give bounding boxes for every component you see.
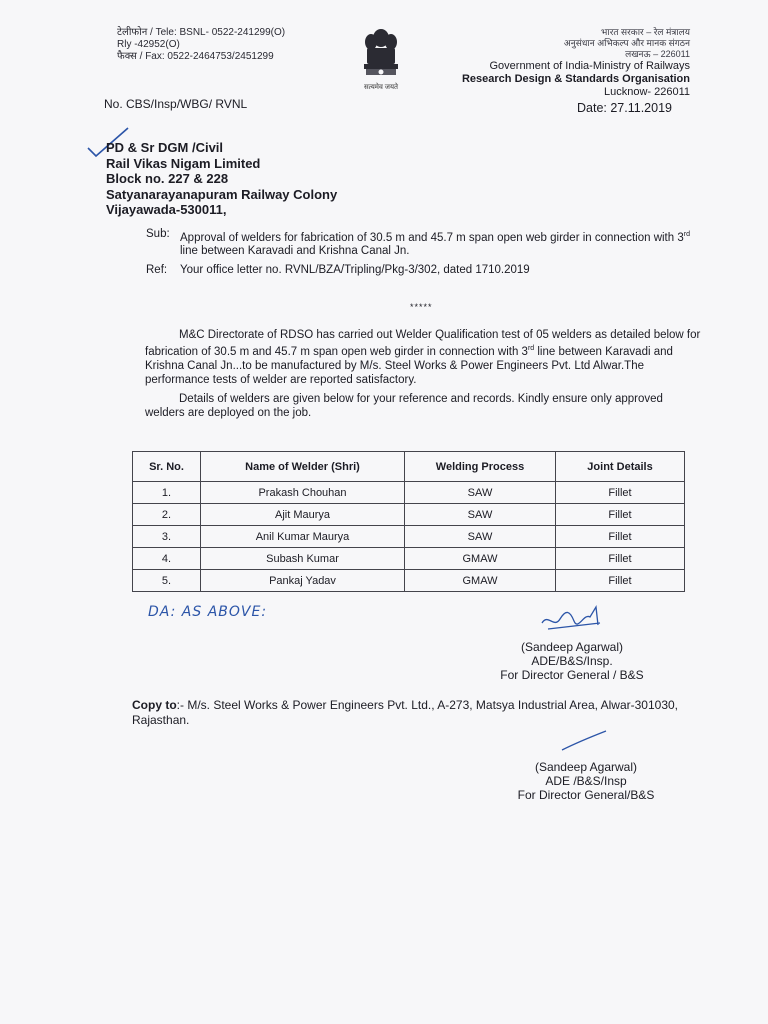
signature-2-icon — [560, 728, 610, 754]
welders-table — [132, 451, 685, 592]
copy-to-label: Copy to — [132, 698, 177, 712]
subject-text-part1: Approval of welders for fabrication of 30.5 m and 45.7 m span open web girder in connection with 3 — [180, 231, 684, 244]
cell-welding-process: SAW — [405, 504, 556, 526]
table-row — [133, 482, 685, 504]
header-contact — [117, 27, 285, 63]
subject-text-part2: line between Karavadi and Krishna Canal Jn. — [180, 244, 410, 257]
copy-to-text: :- M/s. Steel Works & Power Engineers Pvt. Ltd., A-273, Matsya Industrial Area, Alwar-301030, Rajasthan. — [132, 698, 679, 727]
cell-welding-process: SAW — [405, 482, 556, 504]
header-rly: Rly -42952(O) — [117, 39, 180, 50]
header-hi-line2: अनुसंधान अभिकल्प और मानक संगठन — [563, 38, 690, 48]
header-hi-line3: लखनऊ – 226011 — [625, 49, 690, 59]
signatory-name: (Sandeep Agarwal) — [520, 640, 624, 654]
cell-welding-process: GMAW — [405, 570, 556, 592]
signature-block-2 — [486, 760, 686, 802]
cell-joint-details: Fillet — [556, 570, 685, 592]
table-row — [133, 548, 685, 570]
subject-label: Sub: — [146, 228, 170, 240]
signatory-name: (Sandeep Agarwal) — [534, 760, 638, 774]
table-row — [133, 570, 685, 592]
cell-sr-no: 2. — [133, 504, 201, 526]
addressee-line: PD & Sr DGM /Civil — [106, 140, 224, 155]
reference-label: Ref: — [146, 264, 168, 276]
handwritten-da-note: DA: AS ABOVE: — [148, 604, 268, 620]
addressee-line: Vijayawada-530011, — [106, 202, 227, 217]
cell-joint-details: Fillet — [556, 504, 685, 526]
cell-sr-no: 5. — [133, 570, 201, 592]
header-fax: फैक्स / Fax: 0522-2464753/2451299 — [117, 51, 274, 62]
cell-welder-name: Subash Kumar — [201, 548, 405, 570]
cell-joint-details: Fillet — [556, 548, 685, 570]
header-organisation — [430, 27, 690, 99]
header-welding-process: Welding Process — [405, 452, 556, 482]
signatory-for: For Director General/B&S — [517, 788, 655, 802]
cell-sr-no: 1. — [133, 482, 201, 504]
cell-welder-name: Ajit Maurya — [201, 504, 405, 526]
header-city: Lucknow- 226011 — [603, 86, 690, 98]
letter-date: Date: 27.11.2019 — [577, 101, 672, 115]
signature-block-1 — [472, 640, 672, 682]
copy-to — [132, 698, 707, 728]
signatory-designation: ADE/B&S/Insp. — [531, 654, 613, 668]
header-welder-name: Name of Welder (Shri) — [201, 452, 405, 482]
addressee-line: Block no. 227 & 228 — [106, 171, 229, 186]
paragraph-main-part1: M&C Directorate of RDSO has carried out Welder Qualification test of 05 welders as detailed below for fabrication of 30.5 m and 45.7 m span open web girder in connection with 3 — [145, 329, 701, 358]
signature-1-icon — [538, 603, 608, 635]
addressee-block — [106, 140, 337, 218]
paragraph-details: Details of welders are given below for your reference and records. Kindly ensure only approved welders are deployed on the job. — [145, 393, 663, 419]
paragraph-main-part2: line between Karavadi and Krishna Canal Jn...to be manufactured by M/s. Steel Works & Power Engineers Pvt. Ltd Alwar.The performance tests of welder are reported satisfactory. — [145, 345, 673, 386]
cell-sr-no: 4. — [133, 548, 201, 570]
signatory-for: For Director General / B&S — [500, 668, 644, 682]
cell-welding-process: SAW — [405, 526, 556, 548]
header-joint-details: Joint Details — [556, 452, 685, 482]
table-row — [133, 504, 685, 526]
header-sr-no: Sr. No. — [133, 452, 201, 482]
emblem-caption: सत्यमेव जयते — [363, 84, 399, 91]
paragraph-main-sup: rd — [527, 345, 535, 352]
cell-sr-no: 3. — [133, 526, 201, 548]
letter-number: No. CBS/Insp/WBG/ RVNL — [104, 97, 248, 111]
table-row — [133, 526, 685, 548]
header-hi-line1: भारत सरकार – रेल मंत्रालय — [601, 27, 690, 37]
cell-welder-name: Pankaj Yadav — [201, 570, 405, 592]
header-phone: टेलीफोन / Tele: BSNL- 0522-241299(O) — [117, 27, 286, 38]
header-govt: Government of India-Ministry of Railways — [489, 60, 690, 72]
cell-joint-details: Fillet — [556, 482, 685, 504]
subject-sup: rd — [683, 231, 690, 238]
cell-welder-name: Prakash Chouhan — [201, 482, 405, 504]
cell-welding-process: GMAW — [405, 548, 556, 570]
cell-joint-details: Fillet — [556, 526, 685, 548]
signatory-designation: ADE /B&S/Insp — [545, 774, 627, 788]
table-header-row — [133, 452, 685, 482]
separator-stars: ***** — [410, 302, 433, 312]
addressee-line: Rail Vikas Nigam Limited — [106, 155, 261, 171]
subject-text — [180, 228, 710, 258]
header-rdso: Research Design & Standards Organisation — [461, 73, 690, 85]
cell-welder-name: Anil Kumar Maurya — [201, 526, 405, 548]
paragraph-main — [145, 328, 705, 387]
addressee-line: Satyanarayanapuram Railway Colony — [106, 186, 338, 202]
reference-text: Your office letter no. RVNL/BZA/Tripling/Pkg-3/302, dated 1710.2019 — [180, 264, 530, 276]
